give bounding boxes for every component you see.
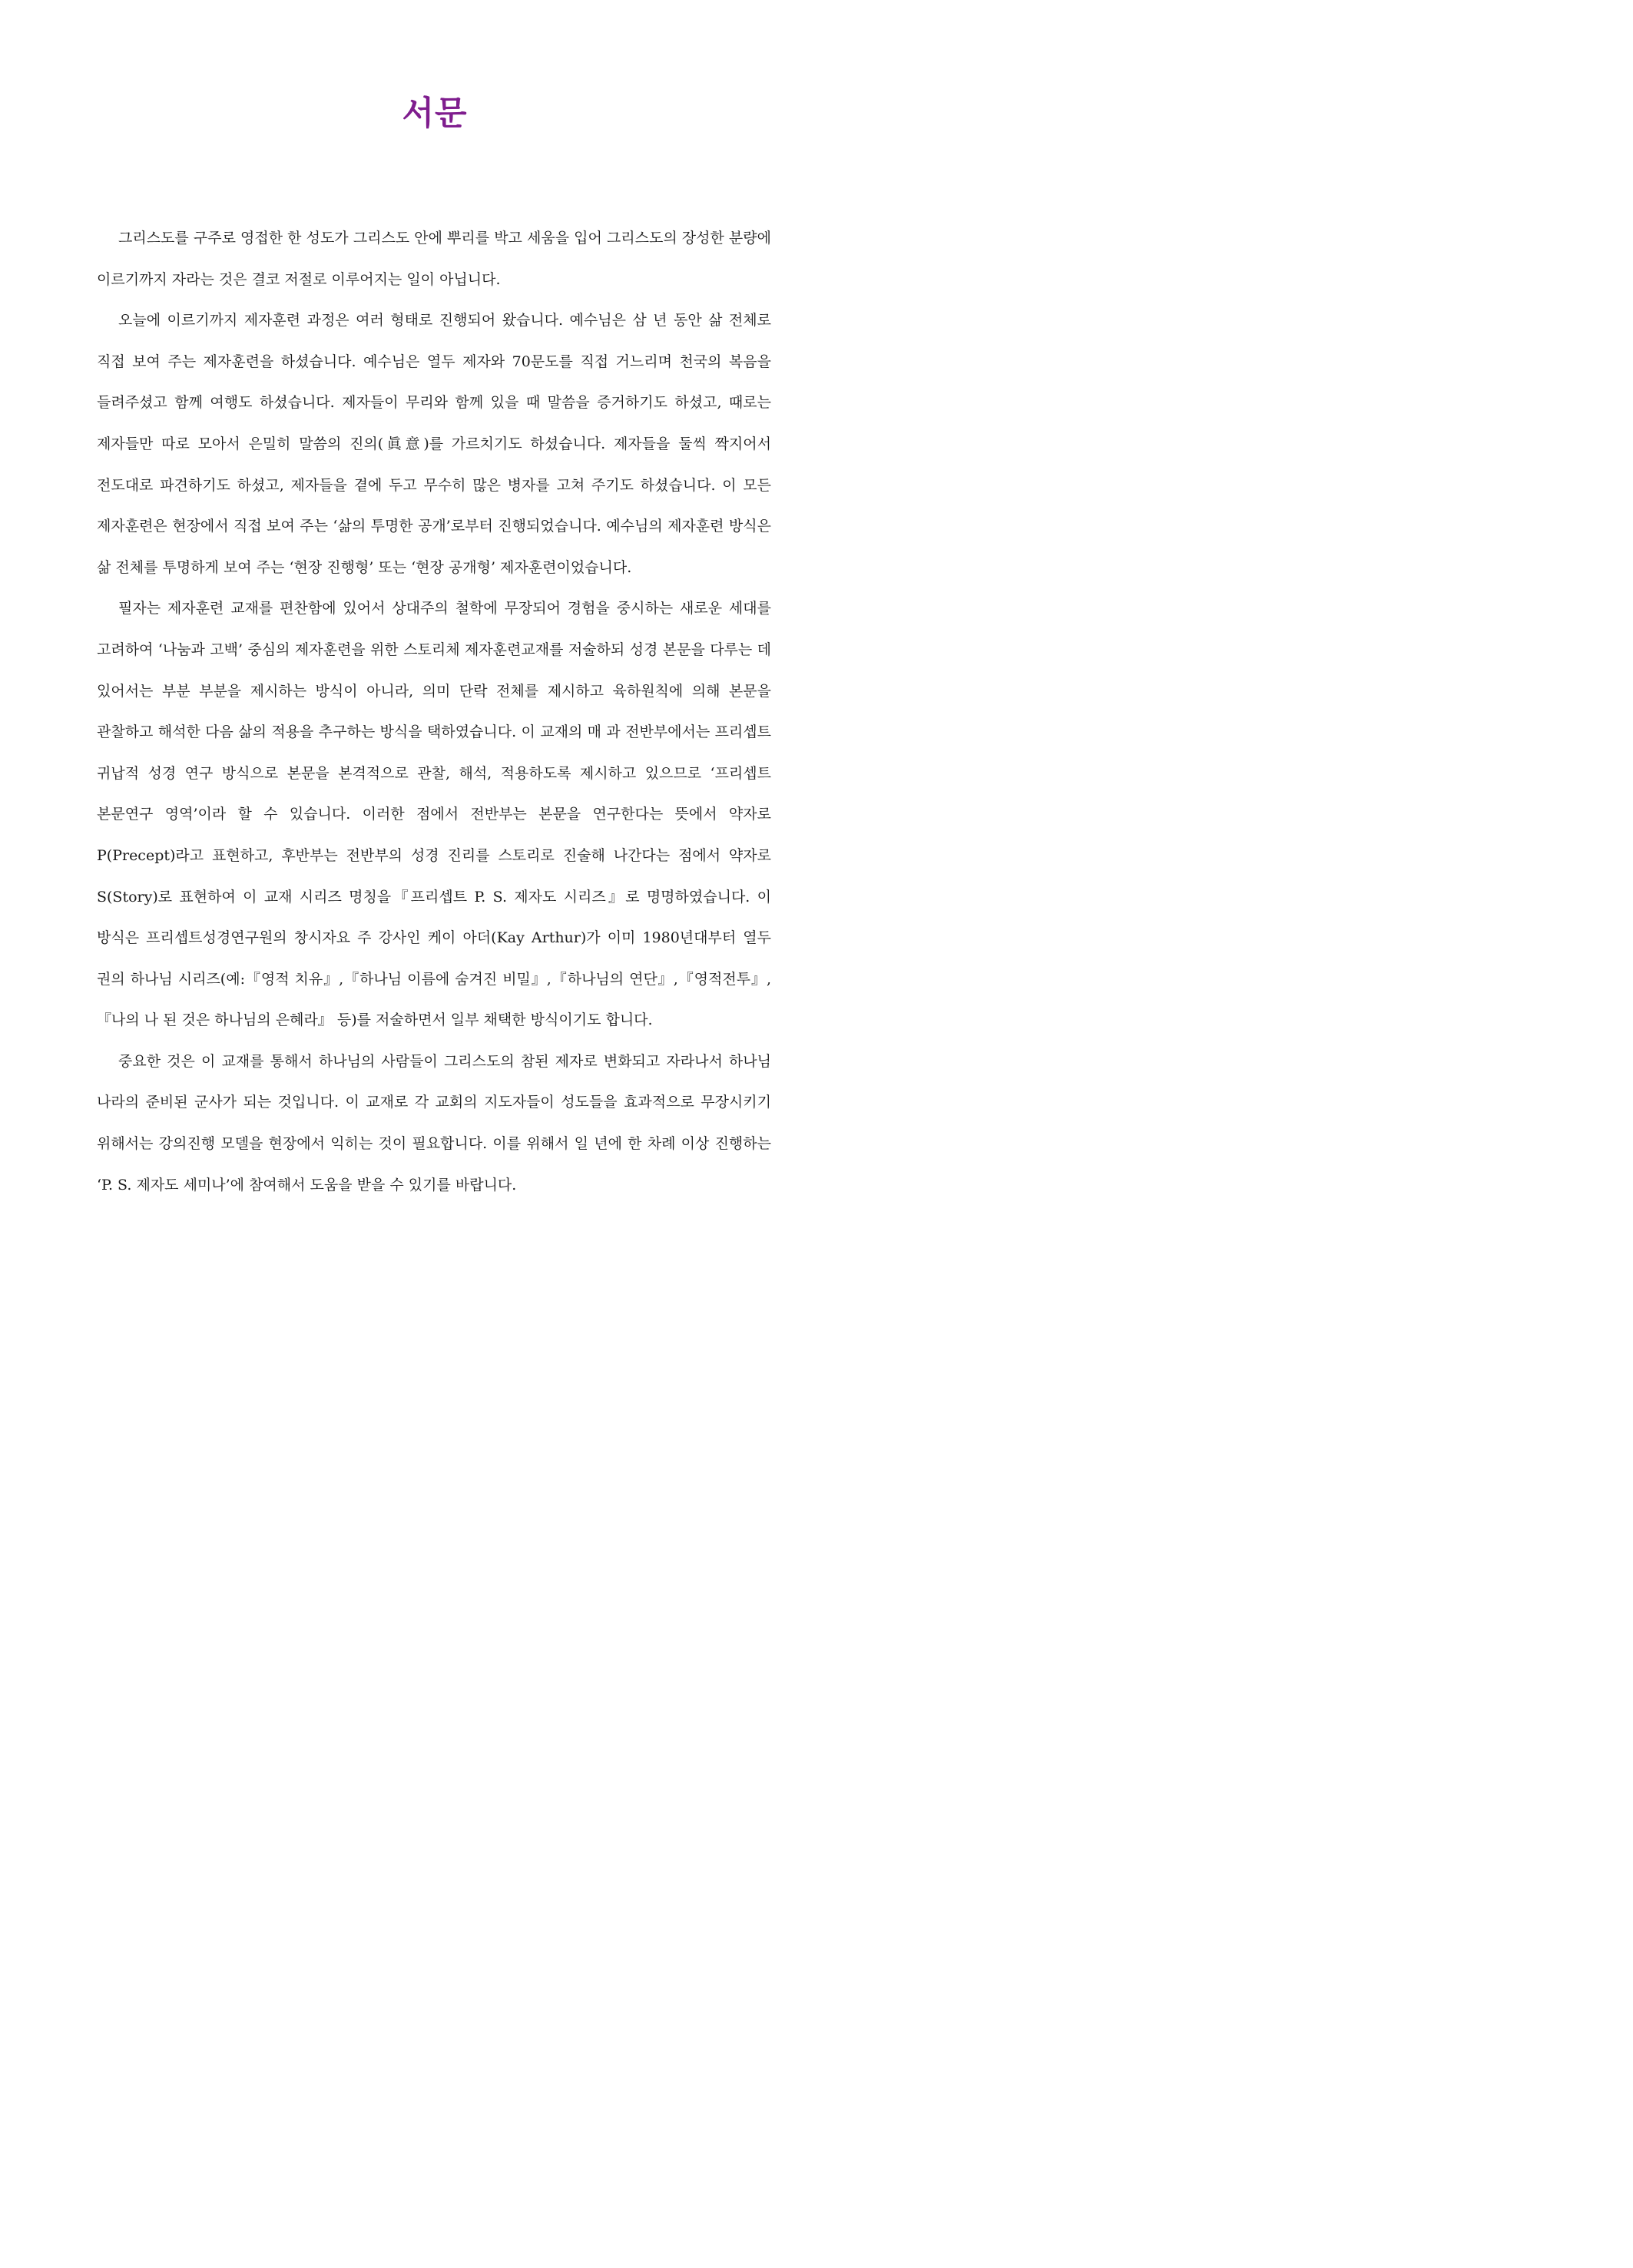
paragraph-1: 그리스도를 구주로 영접한 한 성도가 그리스도 안에 뿌리를 박고 세움을 입어 그리스도의 장성한 분량에 이르기까지 자라는 것은 결코 저절로 이루어지는 일이 아닙니다. [97, 230, 771, 288]
paragraph-3: 필자는 제자훈련 교재를 편찬함에 있어서 상대주의 철학에 무장되어 경험을 중시하는 새로운 세대를 고려하여 ‘나눔과 고백’ 중심의 제자훈련을 위한 스토리체 제자훈련교재를 저술하되 성경 본문을 다루는 데 있어서는 부분 부분을 제시하는 방식이 아니라, 의미 단락 전체를 제시하고 육하원칙에 의해 본문을 관찰하고 해석한 다음 삶의 적용을 추구하는 방식을 택하였습니다. 이 교재의 매 과 전반부에서는 프리셉트 귀납적 성경 연구 방식으로 본문을 본격적으로 관찰, 해석, 적용하도록 제시하고 있으므로 ‘프리셉트 본문연구 영역’이라 할 수 있습니다. 이러한 점에서 전반부는 본문을 연구한다는 뜻에서 약자로 P(Precept)라고 표현하고, 후반부는 전반부의 성경 진리를 스토리로 진술해 나간다는 점에서 약자로 S(Story)로 표현하여 이 교재 시리즈 명칭을『프리셉트 P. S. 제자도 시리즈』로 명명하였습니다. 이 방식은 프리셉트성경연구원의 창시자요 주 강사인 케이 아더(Kay Arthur)가 이미 1980년대부터 열두 권의 하나님 시리즈(예:『영적 치유』,『하나님 이름에 숨겨진 비밀』,『하나님의 연단』,『영적전투』,『나의 나 된 것은 하나님의 은혜라』 등)를 저술하면서 일부 채택한 방식이기도 합니다. [97, 600, 771, 1029]
preface-body [97, 218, 771, 1206]
page-title: 서문 [402, 94, 468, 133]
paragraph-4: 중요한 것은 이 교재를 통해서 하나님의 사람들이 그리스도의 참된 제자로 변화되고 자라나서 하나님 나라의 준비된 군사가 되는 것입니다. 이 교재로 각 교회의 지도자들이 성도들을 효과적으로 무장시키기 위해서는 강의진행 모델을 현장에서 익히는 것이 필요합니다. 이를 위해서 일 년에 한 차례 이상 진행하는 ‘P. S. 제자도 세미나’에 참여해서 도움을 받을 수 있기를 바랍니다. [97, 1052, 771, 1194]
paragraph-2: 오늘에 이르기까지 제자훈련 과정은 여러 형태로 진행되어 왔습니다. 예수님은 삼 년 동안 삶 전체로 직접 보여 주는 제자훈련을 하셨습니다. 예수님은 열두 제자와 70문도를 직접 거느리며 천국의 복음을 들려주셨고 함께 여행도 하셨습니다. 제자들이 무리와 함께 있을 때 말씀을 증거하기도 하셨고, 때로는 제자들만 따로 모아서 은밀히 말씀의 진의(眞意)를 가르치기도 하셨습니다. 제자들을 둘씩 짝지어서 전도대로 파견하기도 하셨고, 제자들을 곁에 두고 무수히 많은 병자를 고쳐 주기도 하셨습니다. 이 모든 제자훈련은 현장에서 직접 보여 주는 ‘삶의 투명한 공개’로부터 진행되었습니다. 예수님의 제자훈련 방식은 삶 전체를 투명하게 보여 주는 ‘현장 진행형’ 또는 ‘현장 공개형’ 제자훈련이었습니다. [97, 312, 771, 576]
document-page [0, 0, 869, 1207]
